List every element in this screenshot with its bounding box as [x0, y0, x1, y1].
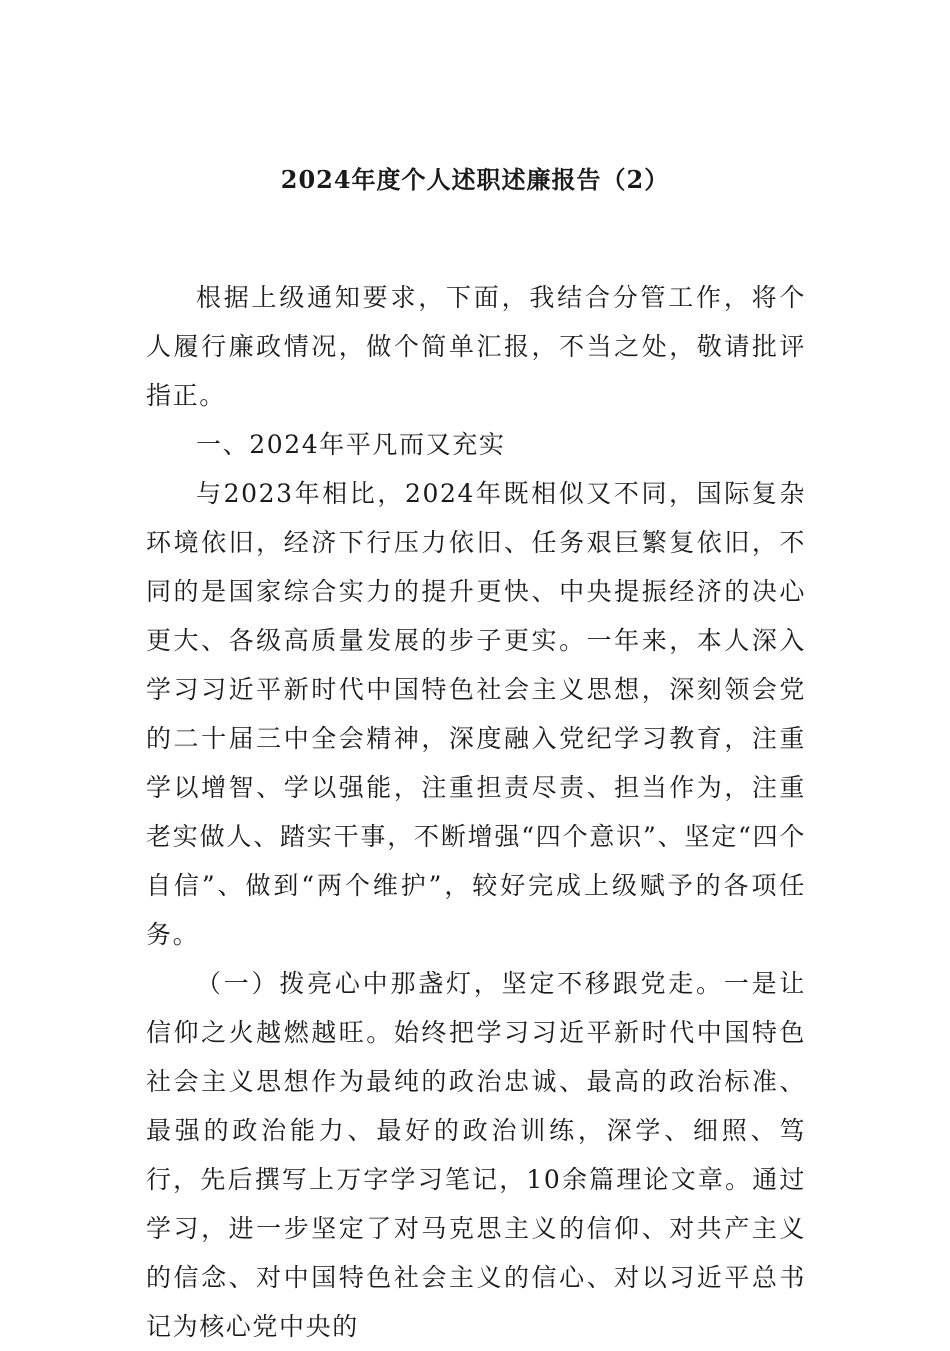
paragraph-overview: 与2023年相比，2024年既相似又不同，国际复杂环境依旧，经济下行压力依旧、任务艰巨繁复依旧，不同的是国家综合实力的提升更快、中央提振经济的决心更大、各级高质量发展的步子更实。一年来，本人深入学习习近平新时代中国特色社会主义思想，深刻领会党的二十届三中全会精神，深度融入党纪学习教育，注重学以增智、学以强能，注重担责尽责、担当作为，注重老实做人、踏实干事，不断增强“四个意识”、坚定“四个自信”、做到“两个维护”，较好完成上级赋予的各项任务。 [146, 479, 806, 949]
paragraph-intro: 根据上级通知要求，下面，我结合分管工作，将个人履行廉政情况，做个简单汇报，不当之处，敬请批评指正。 [146, 283, 806, 410]
paragraph-subsection-1: （一）拨亮心中那盏灯，坚定不移跟党走。一是让信仰之火越燃越旺。始终把学习习近平新时代中国特色社会主义思想作为最纯的政治忠诚、最高的政治标准、最强的政治能力、最好的政治训练，深学、细照、笃行，先后撰写上万字学习笔记，10余篇理论文章。通过学习，进一步坚定了对马克思主义的信仰、对共产主义的信念、对中国特色社会主义的信心、对以习近平总书记为核心党中央的 [146, 969, 806, 1341]
section-heading-1: 一、2024年平凡而又充实 [196, 430, 506, 459]
document-title: 2024年度个人述职述廉报告（2） [280, 165, 670, 194]
document-body [146, 273, 806, 1351]
